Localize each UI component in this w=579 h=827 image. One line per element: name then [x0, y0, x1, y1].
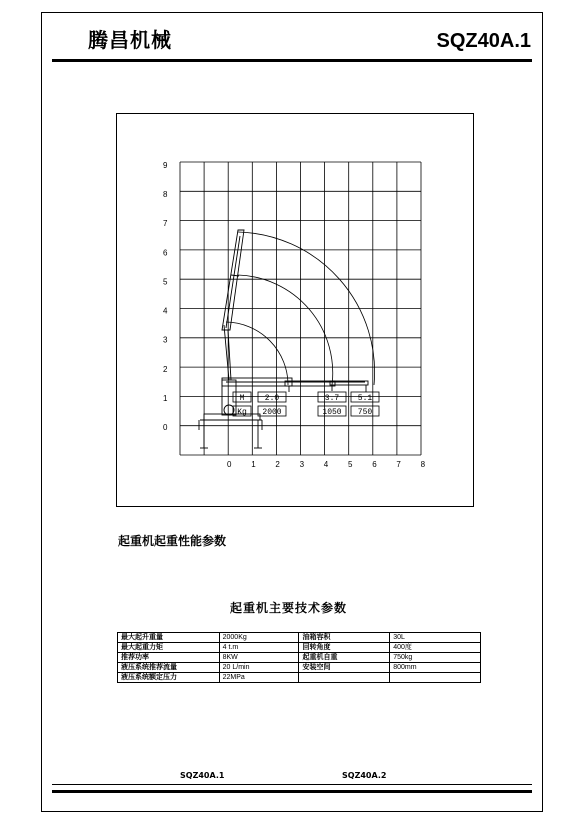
spec-value: 750kg [390, 653, 481, 663]
x-tick-label: 0 [227, 460, 232, 469]
specs-row [118, 663, 481, 673]
spec-label: 最大起升重量 [118, 633, 220, 643]
load-table-value: 1050 [322, 408, 342, 417]
x-tick-label: 2 [275, 460, 280, 469]
y-tick-label: 0 [163, 423, 168, 432]
y-tick-label: 9 [163, 161, 168, 170]
spec-value: 8KW [219, 653, 299, 663]
x-tick-label: 4 [323, 460, 329, 469]
load-table-value: 2000 [262, 408, 282, 417]
performance-title: 起重机起重性能参数 [118, 534, 227, 548]
specs-row [118, 653, 481, 663]
spec-value: 2000Kg [219, 633, 299, 643]
load-table-value: 5.1 [357, 394, 373, 403]
model-number: SQZ40A.1 [436, 30, 531, 52]
spec-label: 起重机自重 [299, 653, 390, 663]
spec-value: 22MPa [219, 673, 299, 683]
y-tick-label: 1 [163, 393, 168, 403]
footer-drawing-right: SQZ40A.2 [342, 771, 387, 780]
brand-title: 腾昌机械 [88, 28, 172, 52]
y-tick-labels [163, 161, 168, 432]
spec-label: 推荐功率 [118, 653, 220, 663]
spec-value [390, 673, 481, 683]
arc-inner [226, 322, 288, 385]
load-table [233, 392, 379, 417]
specs-row [118, 673, 481, 683]
spec-value: 400度 [390, 643, 481, 653]
x-tick-labels [227, 460, 426, 469]
spec-label: 最大起重力矩 [118, 643, 220, 653]
specs-row [118, 633, 481, 643]
spec-value: 4 t.m [219, 643, 299, 653]
footer-rule [52, 790, 532, 793]
y-tick-label: 6 [163, 248, 168, 258]
y-tick-label: 3 [163, 335, 168, 345]
crane-boom-horizontal [222, 378, 368, 392]
y-tick-label: 7 [163, 219, 168, 229]
footer-rule-thin [52, 784, 532, 785]
y-tick-label: 4 [163, 306, 168, 316]
x-tick-label: 6 [372, 460, 377, 469]
spec-label: 安装空间 [299, 663, 390, 673]
x-tick-label: 3 [299, 460, 305, 469]
specs-row [118, 643, 481, 653]
crane-boom-raised [222, 230, 244, 380]
spec-label: 液压系统推荐流量 [118, 663, 220, 673]
load-table-value: 750 [357, 408, 373, 417]
x-tick-label: 1 [251, 460, 256, 469]
spec-value: 30L [390, 633, 481, 643]
footer-drawing-left: SQZ40A.1 [180, 771, 225, 780]
spec-label: 液压系统额定压力 [118, 673, 220, 683]
load-table-value: M [239, 394, 245, 403]
load-table-value: 2.0 [264, 394, 280, 403]
spec-label: 回转角度 [299, 643, 390, 653]
y-tick-label: 5 [163, 277, 168, 287]
x-tick-label: 5 [348, 460, 353, 469]
spec-value: 800mm [390, 663, 481, 673]
load-table-value: Kg [237, 408, 247, 417]
x-tick-label: 7 [396, 460, 401, 469]
spec-label: 油箱容积 [299, 633, 390, 643]
x-tick-label: 8 [420, 460, 426, 469]
spec-label [299, 673, 390, 683]
spec-value: 20 L/min [219, 663, 299, 673]
y-tick-label: 8 [163, 190, 168, 200]
specs-title: 起重机主要技术参数 [230, 601, 348, 615]
specs-table [117, 632, 481, 683]
diagram-grid [180, 162, 421, 455]
load-table-value: 3.7 [324, 394, 340, 403]
y-tick-label: 2 [163, 364, 168, 374]
